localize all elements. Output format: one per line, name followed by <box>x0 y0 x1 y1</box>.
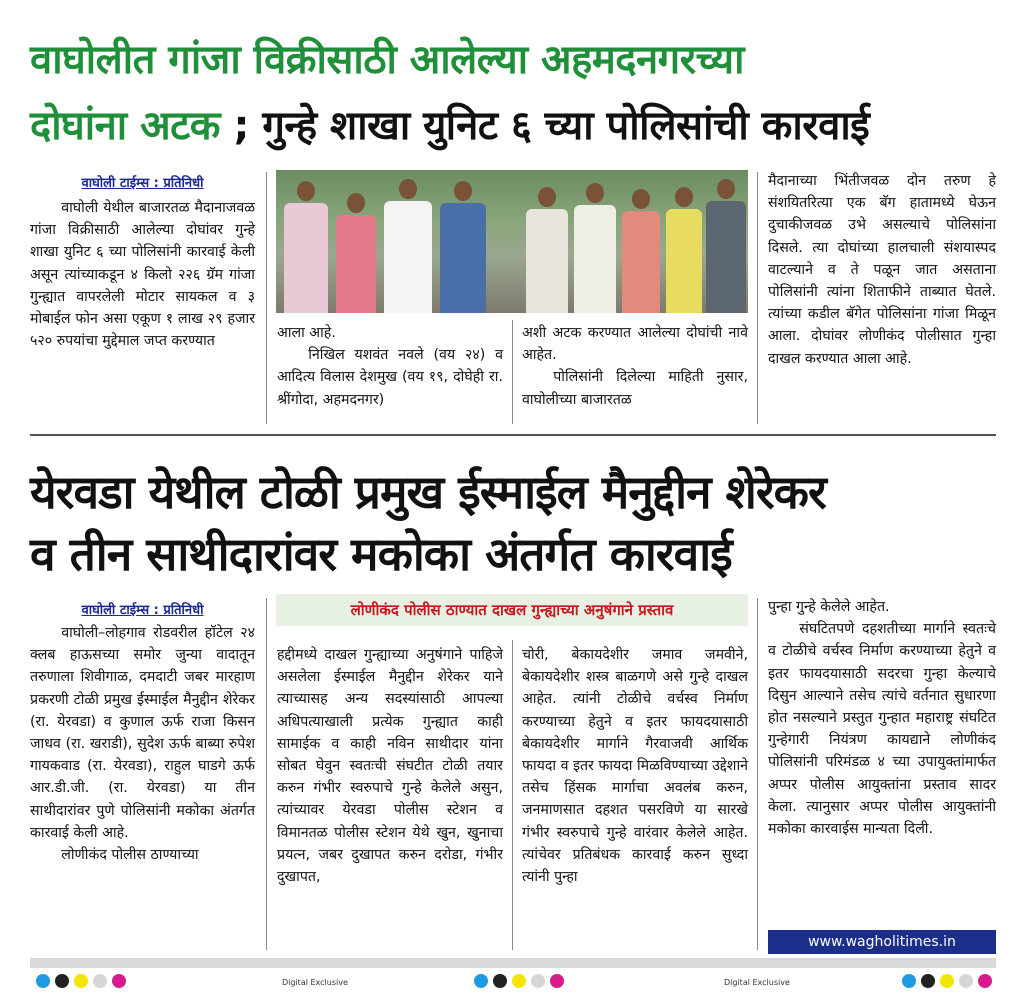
story2-headline-line1: येरवडा येथील टोळी प्रमुख ईस्माईल मैनुद्दीन शेरेकर <box>30 465 826 519</box>
column-divider <box>757 598 758 950</box>
registration-dot <box>959 974 973 988</box>
story2-byline: वाघोली टाईम्स : प्रतिनिधी <box>81 603 204 618</box>
story2-column-4 <box>768 596 996 840</box>
story1-column-4 <box>768 170 996 370</box>
registration-dot <box>512 974 526 988</box>
story1-byline: वाघोली टाईम्स : प्रतिनिधी <box>81 176 204 191</box>
story2-column-1 <box>30 622 255 866</box>
color-registration-center <box>474 974 574 988</box>
story2-col4-p1: पुन्हा गुन्हे केलेले आहेत. <box>768 599 890 615</box>
registration-dot <box>531 974 545 988</box>
story1-col2-p2: निखिल यशवंत नवले (वय २४) व आदित्य विलास देशमुख (वय १९, दोघेही रा. श्रींगोदा, अहमदनगर) <box>277 347 503 408</box>
registration-dot <box>36 974 50 988</box>
registration-dot <box>112 974 126 988</box>
story2-subhead: लोणीकंद पोलीस ठाण्यात दाखल गुन्ह्याच्या अनुषंगाने प्रस्ताव <box>276 594 748 626</box>
story2-column-3 <box>522 644 748 888</box>
story2-column-2 <box>277 644 503 888</box>
story1-headline-black: ; गुन्हे शाखा युनिट ६ च्या पोलिसांची कारवाई <box>233 103 870 149</box>
story1-col3-p2: पोलिसांनी दिलेल्या माहिती नुसार, वाघोलीच्या बाजारतळ <box>522 369 748 408</box>
registration-dot <box>978 974 992 988</box>
registration-dot <box>493 974 507 988</box>
story1-col3-p1: अशी अटक करण्यात आलेल्या दोघांची नावे आहेत. <box>522 325 748 364</box>
story1-col4-text: मैदानाच्या भिंतीजवळ दोन तरुण हे संशयितरित्या एक बॅग हातामध्ये घेऊन दुचाकीजवळ उभे असल्याचे पोलिसांना दिसले. त्या दोघांच्या हालचाली संशयास्पद वाटल्याने व ते पळून जात असताना पोलिसांनी त्यांना शिताफीने ताब्यात घेतले. त्यांच्या कडील बॅगेत पोलिसांना गांजा मिळून आला. दोघांवर लोणीकंद पोलीसात गुन्हा दाखल करण्यात आला आहे. <box>768 173 996 367</box>
registration-dot <box>902 974 916 988</box>
footer-label-right: Digital Exclusive <box>724 978 790 987</box>
registration-dot <box>940 974 954 988</box>
website-link[interactable]: www.wagholitimes.in <box>768 930 996 954</box>
story1-column-1 <box>30 197 255 352</box>
story1-headline-green: दोघांना अटक <box>30 103 221 149</box>
story1-photo <box>276 170 748 313</box>
registration-dot <box>474 974 488 988</box>
registration-dot <box>74 974 88 988</box>
column-divider <box>266 598 267 950</box>
story1-column-2 <box>277 322 503 411</box>
column-divider <box>266 172 267 424</box>
story1-col1-text: वाघोली येथील बाजारतळ मैदानाजवळ गांजा विक्रीसाठी आलेल्या दोघांवर गुन्हे शाखा युनिट ६ च्या पोलिसांनी कारवाई केली असून त्यांच्याकडून ४ किलो २२६ ग्रॅम गांजा गुन्ह्यात वापरलेली मोटार सायकल व ३ मोबाईल फोन असा एकूण १ लाख २९ हजार ५२० रुपयांचा मुद्देमाल जप्त करण्यात <box>30 200 255 350</box>
story1-headline-line1: वाघोलीत गांजा विक्रीसाठी आलेल्या अहमदनगरच्या <box>30 37 744 83</box>
registration-dot <box>921 974 935 988</box>
story2-col1-p1: वाघोली–लोहगाव रोडवरील हॉटेल २४ क्लब हाऊसच्या समोर जुन्या वादातून तरुणाला शिवीगाळ, दमदाटी जबर मारहाण प्रकरणी टोळी प्रमुख ईस्माईल मैनुद्दीन शेरेकर (रा. येरवडा) व कुणाल ऊर्फ राजा किसन जाधव (रा. खराडी), सुदेश ऊर्फ बाब्या रुपेश गायकवाड (रा. येरवडा), राहुल घाडगे ऊर्फ आर.डी.जी. (रा. येरवडा) या तीन साथीदारांवर पुणे पोलिसांनी मकोका अंतर्गत कारवाई केली आहे. <box>30 625 255 841</box>
story1-column-3 <box>522 322 748 411</box>
story2-col1-p2: लोणीकंद पोलीस ठाण्याच्या <box>61 847 199 864</box>
column-divider <box>512 640 513 950</box>
footer-bar <box>30 958 996 968</box>
registration-dot <box>55 974 69 988</box>
registration-dot <box>93 974 107 988</box>
section-divider <box>30 434 996 436</box>
story1-headline-line2 <box>30 96 869 151</box>
story1-col2-p1: आला आहे. <box>277 325 336 341</box>
story2-col2-text: हद्दीमध्ये दाखल गुन्ह्याच्या अनुषंगाने पाहिजे असलेला ईस्माईल मैनुद्दीन शेरेकर याने त्याच्यासह अन्य सदस्यांसाठी आपल्या अधिपत्याखाली प्रत्येक गुन्ह्यात काही सामाईक व काही नविन साथीदार यांना सोबत घेवुन स्वतःची संघटीत टोळी तयार करुन गंभीर स्वरुपाचे गुन्हे केलेले असुन, त्यांच्यावर येरवडा पोलीस स्टेशन व विमानतळ पोलीस स्टेशन येथे खुन, खुनाचा प्रयत्न, जबर दुखापत करुन दरोडा, गंभीर दुखापत, <box>277 647 503 886</box>
column-divider <box>512 320 513 424</box>
column-divider <box>757 172 758 424</box>
story2-col3-text: चोरी, बेकायदेशीर जमाव जमवीने, बेकायदेशीर शस्त्र बाळगणे असे गुन्हे दाखल आहेत. त्यांनी टोळीचे वर्चस्व निर्माण करण्याच्या हेतुने व इतर फायदयासाठी बेकायदेशीर मार्गाने गैरवाजवी आर्थिक फायदा व इतर फायदा मिळविण्याच्या उद्देशाने तसेच हिंसक मार्गाचा अवलंब करुन, जनमाणसात दहशत पसरविणे या सारखे गंभीर स्वरुपाचे गुन्हे वारंवार केलेले आहेत. त्यांचेवर प्रतिबंधक कारवाई करुन सुध्दा त्यांनी पुन्हा <box>522 647 748 886</box>
story2-col4-p2: संघटितपणे दहशतीच्या मार्गाने स्वतःचे व टोळीचे वर्चस्व निर्माण करण्याच्या हेतुने व इतर फायदयासाठी सदरचा गुन्हा केल्याचे दिसुन आल्याने तसेच त्यांचे वर्तनात सुधारणा होत नसल्याने प्रस्तुत गुन्हात महाराष्ट्र संघटित गुन्हेगारी नियंत्रण कायद्याने लोणीकंद पोलिसांनी परिमंडळ ४ च्या उपायुक्तांमार्फत अप्पर पोलीस आयुक्तांना प्रस्ताव सादर केला. त्यानुसार अप्पर पोलीस आयुक्तांनी मकोका कारवाईस मान्यता दिली. <box>768 621 996 838</box>
story2-headline-line2: व तीन साथीदारांवर मकोका अंतर्गत कारवाई <box>30 527 732 581</box>
footer-label-left: Digital Exclusive <box>282 978 348 987</box>
color-registration-right <box>902 974 1002 988</box>
color-registration-left <box>36 974 136 988</box>
registration-dot <box>550 974 564 988</box>
